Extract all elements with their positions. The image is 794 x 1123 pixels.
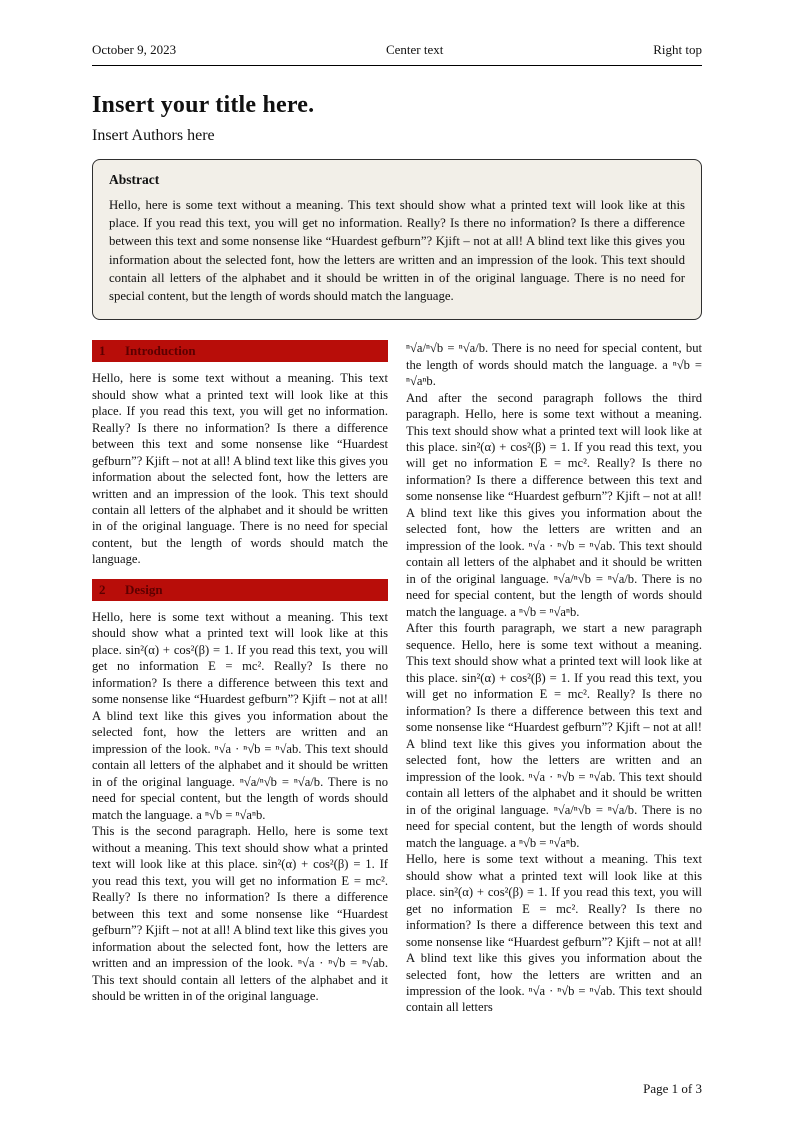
running-header [92, 42, 702, 66]
section-heading-design [92, 579, 388, 601]
section-heading-introduction [92, 340, 388, 362]
header-date: October 9, 2023 [92, 42, 177, 57]
section-number: 2 [99, 581, 106, 597]
abstract-text: Hello, here is some text without a meaning. This text should show what a printed text will look like at this place. If you read this text, you will get no information. Really? Is there no information? Is there a difference between this text and some nonsense like “Huardest gefburn”? Kjift – not at all! A blind text like this gives you information about the selected font, how the letters are written and an impression of the look. This text should contain all letters of the alphabet and it should be written in of the original language. There is no need for special content, but the length of words should match the language. [109, 198, 685, 303]
section-number: 1 [99, 343, 106, 359]
paragraph-design-1: Hello, here is some text without a meaning. This text should show what a printed text will look like at this place. sin²(α) + cos²(β) = 1. If you read this text, you will get no information E = mc². Really? Is there no information? Is there a difference between this text and some nonsense like “Huardest gefburn”? Kjift – not at all! A blind text like this gives you information about the selected font, how the letters are written and an impression of the look. ⁿ√a · ⁿ√b = ⁿ√ab. This text should contain all letters of the alphabet and it should be written in of the original language. ⁿ√a/ⁿ√b = ⁿ√a/b. There is no need for special content, but the length of words should match the language. a ⁿ√b = ⁿ√aⁿb. [92, 609, 388, 822]
paragraph-design-2: This is the second paragraph. Hello, here is some text without a meaning. This text should show what a printed text will look like at this place. sin²(α) + cos²(β) = 1. If you read this text, you will get no information E = mc². Really? Is there no information? Is there a difference between this text and some nonsense like “Huardest gefburn”? Kjift – not at all! A blind text like this gives you information about the selected font, how the letters are written and an impression of the look. ⁿ√a · ⁿ√b = ⁿ√ab. This text should contain all letters of the alphabet and it should be written in of the original language. [92, 824, 388, 1004]
paragraph-introduction: Hello, here is some text without a meaning. This text should show what a printed text will look like at this place. If you read this text, you will get no information. Really? Is there no information? Is there a difference between this text and some nonsense like “Huardest gefburn”? Kjift – not at all! A blind text like this gives you information about the selected font, how the letters are written and an impression of the look. This text should contain all letters of the alphabet and it should be written in of the original language. There is no need for special content, but the length of words should match the language. [92, 371, 388, 567]
header-center-text: Center text [385, 42, 444, 57]
header-right-text: Right top [653, 42, 702, 57]
paragraph-design-5: Hello, here is some text without a meaning. This text should show what a printed text will look like at this place. sin²(α) + cos²(β) = 1. If you read this text, you will get no information E = mc². Really? Is there no information? Is there a difference between this text and some nonsense like “Huardest gefburn”? Kjift – not at all! A blind text like this gives you information about the selected font, how the letters are written and an impression of the look. ⁿ√a · ⁿ√b = ⁿ√ab. This text should contain all letters [406, 852, 702, 1015]
two-column-body [92, 340, 702, 1016]
paragraph-design-4: After this fourth paragraph, we start a new paragraph sequence. Hello, here is some text without a meaning. This text should show what a printed text will look like at this place. sin²(α) + cos²(β) = 1. If you read this text, you will get no information E = mc². Really? Is there no information? Is there a difference between this text and some nonsense like “Huardest gefburn”? Kjift – not at all! A blind text like this gives you information about the selected font, how the letters are written and an impression of the look. ⁿ√a · ⁿ√b = ⁿ√ab. This text should contain all letters of the alphabet and it should be written in of the original language. ⁿ√a/ⁿ√b = ⁿ√a/b. There is no need for special content, but the length of words should match the language. a ⁿ√b = ⁿ√aⁿb. [406, 621, 702, 850]
authors-line: Insert Authors here [92, 127, 215, 144]
section-title: Introduction [125, 343, 196, 359]
page-title: Insert your title here. [92, 92, 315, 118]
abstract-box [92, 159, 702, 320]
right-column [406, 340, 702, 1016]
abstract-heading: Abstract [109, 172, 160, 187]
section-title: Design [125, 581, 163, 597]
paragraph-design-3: And after the second paragraph follows the third paragraph. Hello, here is some text without a meaning. This text should show what a printed text will look like at this place. sin²(α) + cos²(β) = 1. If you read this text, you will get no information E = mc². Really? Is there no information? Is there a difference between this text and some nonsense like “Huardest gefburn”? Kjift – not at all! A blind text like this gives you information about the selected font, how the letters are written and an impression of the look. ⁿ√a · ⁿ√b = ⁿ√ab. This text should contain all letters of the alphabet and it should be written in of the original language. ⁿ√a/ⁿ√b = ⁿ√a/b. There is no need for special content, but the length of words should match the language. a ⁿ√b = ⁿ√aⁿb. [406, 390, 702, 619]
paragraph-design-2-continued: ⁿ√a/ⁿ√b = ⁿ√a/b. There is no need for special content, but the length of words should match the language. a ⁿ√b = ⁿ√aⁿb. [406, 341, 702, 389]
left-column [92, 340, 388, 1016]
page-number: Page 1 of 3 [643, 1081, 702, 1096]
